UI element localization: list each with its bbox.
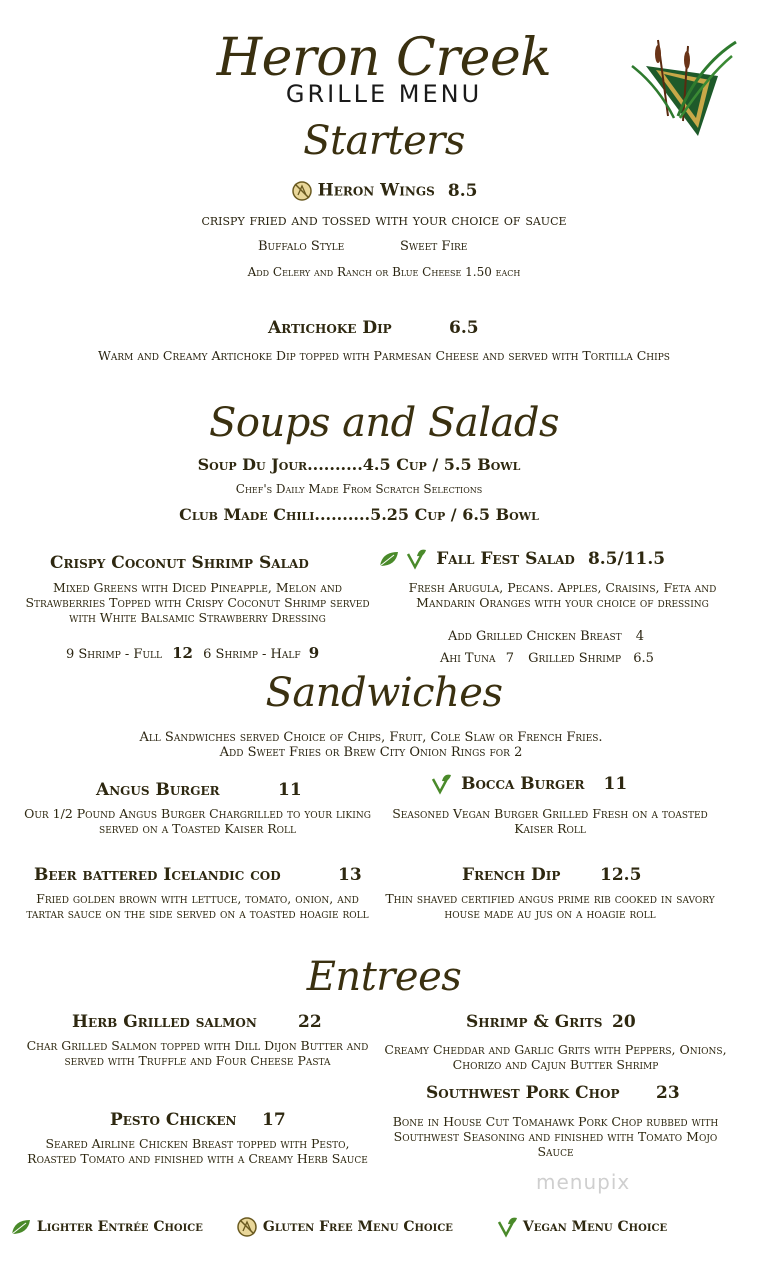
grits-price: 20 (612, 1012, 636, 1032)
item-desc: crispy fried and tossed with your choice of sauce (201, 211, 567, 229)
french-dip-name: French Dip (462, 865, 561, 885)
gluten-free-icon (291, 180, 313, 202)
leaf-icon (10, 1216, 32, 1238)
angus-burger-price: 11 (278, 780, 302, 800)
legend-gluten-free (236, 1216, 453, 1238)
item-price: 6.5 (449, 318, 479, 338)
sauce-option: Sweet Fire (400, 239, 468, 254)
soup-du-jour: Soup Du Jour..........4.5 Cup / 5.5 Bowl (197, 455, 521, 474)
option-price: 9 (308, 644, 320, 662)
addon-label: Ahi Tuna (440, 651, 496, 666)
item-price: 8.5 (447, 180, 478, 201)
sandwich-note: Add Sweet Fries or Brew City Onion Rings for 2 (219, 745, 523, 760)
salmon-desc: Char Grilled Salmon topped with Dill Dijon Butter and served with Truffle and Four Cheese Pasta (26, 1038, 369, 1068)
coconut-salad-desc: Mixed Greens with Diced Pineapple, Melon and Strawberries Topped with Crispy Coconut Shrimp served with White Balsamic Strawberry Dressing (25, 580, 370, 625)
angus-burger-name: Angus Burger (96, 780, 220, 800)
item-name: Artichoke Dip (268, 318, 392, 338)
item-price: 8.5/11.5 (587, 548, 666, 569)
option-label: 9 Shrimp - Full (66, 647, 162, 662)
item-name: Fall Fest Salad (436, 548, 575, 569)
vegan-icon (496, 1216, 518, 1238)
addon-label: Grilled Shrimp (528, 651, 622, 666)
soup-desc: Chef's Daily Made From Scratch Selections (235, 482, 483, 496)
fall-fest-addon (448, 629, 644, 644)
coconut-salad-options (66, 644, 319, 662)
menu-item-bocca-burger (430, 773, 627, 795)
cod-name: Beer battered Icelandic cod (34, 865, 281, 885)
item-addon: Add Celery and Ranch or Blue Cheese 1.50 each (247, 265, 521, 279)
cod-price: 13 (338, 865, 362, 885)
french-dip-desc: Thin shaved certified angus prime rib cooked in savory house made au jus on a hoagie roll (385, 891, 715, 921)
vegan-icon (405, 548, 427, 570)
menu-item-heron-wings (0, 180, 768, 202)
gluten-free-icon (236, 1216, 258, 1238)
item-name: Heron Wings (317, 180, 435, 201)
item-price: 11 (603, 773, 628, 794)
addon-label: Add Grilled Chicken Breast (448, 629, 622, 644)
legend-label: Gluten Free Menu Choice (262, 1219, 453, 1235)
vegan-icon (430, 773, 452, 795)
salmon-name: Herb Grilled salmon (72, 1012, 257, 1032)
section-title-starters: Starters (303, 118, 465, 164)
pesto-chicken-price: 17 (262, 1110, 286, 1130)
angus-burger-desc: Our 1/2 Pound Angus Burger Chargrilled to your liking served on a Toasted Kaiser Roll (24, 806, 371, 836)
leaf-icon (378, 548, 400, 570)
cod-desc: Fried golden brown with lettuce, tomato, onion, and tartar sauce on the side served on a toasted hoagie roll (26, 891, 369, 921)
option-label: 6 Shrimp - Half (203, 647, 301, 662)
fall-fest-addon (440, 651, 654, 666)
menu-item-artichoke-dip (268, 318, 392, 338)
addon-price: 7 (505, 651, 514, 666)
pork-chop-name: Southwest Pork Chop (426, 1083, 620, 1103)
menupix-watermark: menupix (536, 1170, 631, 1194)
grits-name: Shrimp & Grits (466, 1012, 603, 1032)
menu-item-fall-fest (378, 548, 665, 570)
restaurant-title: Heron Creek (216, 28, 552, 88)
fall-fest-desc: Fresh Arugula, Pecans. Apples, Craisins, Feta and Mandarin Oranges with your choice of dressing (408, 580, 717, 610)
section-title-soups-salads: Soups and Salads (208, 400, 560, 446)
legend-label: Vegan Menu Choice (522, 1219, 668, 1235)
option-price: 12 (172, 644, 193, 662)
section-title-sandwiches: Sandwiches (265, 670, 503, 716)
pesto-chicken-name: Pesto Chicken (110, 1110, 237, 1130)
legend-vegan (496, 1216, 667, 1238)
coconut-salad-name: Crispy Coconut Shrimp Salad (50, 553, 309, 573)
club-chili: Club Made Chili..........5.25 Cup / 6.5 Bowl (179, 505, 539, 524)
legend-lighter (10, 1216, 203, 1238)
french-dip-price: 12.5 (600, 865, 642, 885)
item-name: Bocca Burger (461, 773, 585, 794)
menu-subtitle: GRILLE MENU (285, 80, 483, 108)
pork-chop-desc: Bone in House Cut Tomahawk Pork Chop rubbed with Southwest Seasoning and finished with Tomato Mojo Sauce (392, 1114, 719, 1159)
bocca-burger-desc: Seasoned Vegan Burger Grilled Fresh on a toasted Kaiser Roll (392, 806, 708, 836)
item-desc: Warm and Creamy Artichoke Dip topped with Parmesan Cheese and served with Tortilla Chips (98, 348, 670, 363)
salmon-price: 22 (298, 1012, 322, 1032)
grits-desc: Creamy Cheddar and Garlic Grits with Peppers, Onions, Chorizo and Cajun Butter Shrimp (384, 1042, 727, 1072)
pesto-chicken-desc: Seared Airline Chicken Breast topped with Pesto, Roasted Tomato and finished with a Creamy Herb Sauce (27, 1136, 368, 1166)
addon-price: 6.5 (633, 651, 654, 666)
legend-label: Lighter Entrée Choice (36, 1219, 203, 1235)
sandwich-note: All Sandwiches served Choice of Chips, Fruit, Cole Slaw or French Fries. (139, 730, 603, 745)
section-title-entrees: Entrees (306, 954, 462, 1000)
pork-chop-price: 23 (656, 1083, 680, 1103)
sauce-option: Buffalo Style (258, 239, 345, 254)
addon-price: 4 (635, 629, 645, 644)
